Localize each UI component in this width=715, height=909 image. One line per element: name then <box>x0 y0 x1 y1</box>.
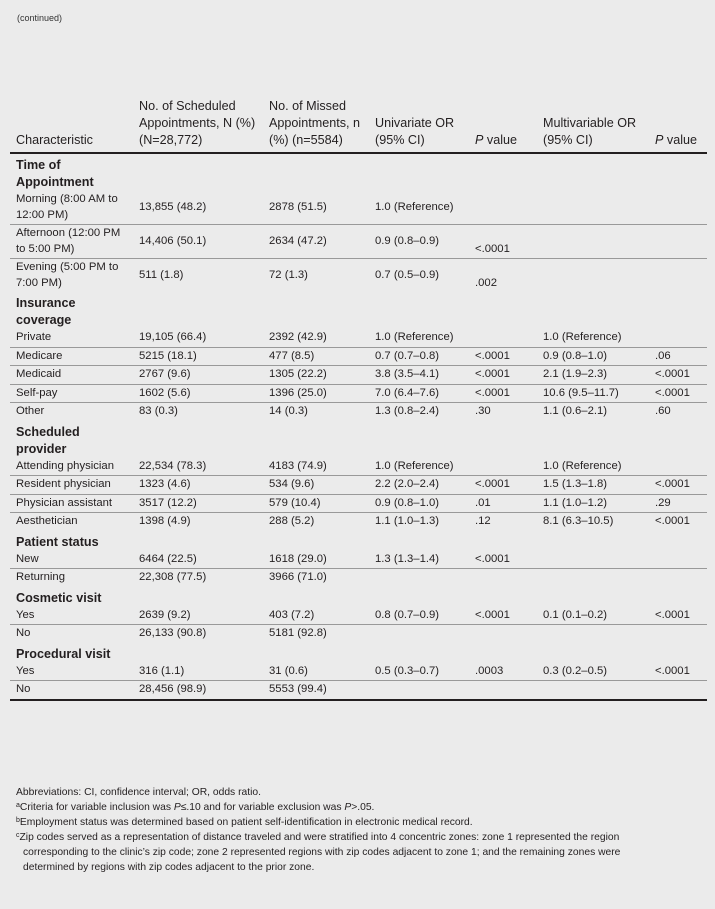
section-empty-cell <box>263 531 369 551</box>
cell-missed: 2878 (51.5) <box>263 191 369 225</box>
cell-univariate-or <box>369 569 469 587</box>
cell-multivariable-or: 1.1 (0.6–2.1) <box>543 405 608 417</box>
cell-multivariable-or <box>537 259 649 293</box>
section-header-row <box>10 587 707 607</box>
section-header-row <box>10 643 707 663</box>
section-empty-cell <box>263 587 369 607</box>
footnote-b-text: Employment status was determined based on patient self-identification in electronic medical record. <box>19 817 473 828</box>
section-title: Time of Appointment <box>16 158 94 189</box>
table-row <box>10 259 707 293</box>
section-empty-cell <box>537 587 649 607</box>
cell-univariate-or: 2.2 (2.0–2.4) <box>369 476 469 495</box>
cell-univariate-or: 3.8 (3.5–4.1) <box>369 366 469 385</box>
cell-missed: 5181 (92.8) <box>269 627 327 639</box>
cell-multivariable-or: 0.3 (0.2–0.5) <box>537 663 649 681</box>
cell-scheduled: 19,105 (66.4) <box>133 329 263 347</box>
cell-scheduled: 2639 (9.2) <box>133 607 263 625</box>
table-row <box>10 607 707 625</box>
cell-characteristic: Aesthetician <box>16 515 78 527</box>
cell-missed: 14 (0.3) <box>269 405 308 417</box>
cell-univariate-or: 1.0 (Reference) <box>369 191 469 225</box>
cell-multivariable-or: 1.0 (Reference) <box>537 458 649 476</box>
cell-univariate-or: 0.7 (0.5–0.9) <box>375 268 440 281</box>
cell-univariate-p: <.0001 <box>469 476 537 495</box>
section-empty-cell <box>133 153 263 191</box>
section-empty-cell <box>263 153 369 191</box>
section-title: Insurance coverage <box>16 296 76 327</box>
cell-scheduled: 22,308 (77.5) <box>139 571 207 583</box>
cell-univariate-or: 0.9 (0.8–1.0) <box>369 494 469 513</box>
footnote-a-text: Criteria for variable inclusion was <box>19 802 174 813</box>
header-univariate-p <box>469 98 537 153</box>
cell-univariate-p <box>469 329 537 347</box>
table-row <box>10 384 707 403</box>
cell-multivariable-p <box>649 458 707 476</box>
cell-univariate-p: <.0001 <box>469 225 537 259</box>
footnote-a-p: P <box>344 802 352 813</box>
cell-univariate-or: 1.3 (1.3–1.4) <box>369 551 469 569</box>
section-empty-cell <box>133 292 263 329</box>
cell-scheduled: 22,534 (78.3) <box>133 458 263 476</box>
section-empty-cell <box>469 153 537 191</box>
cell-multivariable-p: .60 <box>655 405 671 417</box>
section-empty-cell <box>369 587 469 607</box>
table-row <box>10 513 707 531</box>
section-empty-cell <box>537 153 649 191</box>
cell-characteristic: Afternoon (12:00 PM to 5:00 PM) <box>10 225 133 259</box>
section-empty-cell <box>369 531 469 551</box>
cell-univariate-or: 7.0 (6.4–7.6) <box>369 384 469 403</box>
cell-scheduled: 511 (1.8) <box>139 268 184 281</box>
section-empty-cell <box>133 643 263 663</box>
cell-univariate-or <box>369 625 469 643</box>
cell-characteristic: Morning (8:00 AM to 12:00 PM) <box>10 191 133 225</box>
footnote-a-text: >.05. <box>351 802 375 813</box>
table-row <box>10 551 707 569</box>
cell-univariate-or: 1.3 (0.8–2.4) <box>375 405 440 417</box>
footnotes <box>16 785 706 875</box>
cell-scheduled: 5215 (18.1) <box>133 347 263 366</box>
section-empty-cell <box>649 421 707 458</box>
cell-multivariable-or: 1.1 (1.0–1.2) <box>537 494 649 513</box>
cell-multivariable-p: <.0001 <box>649 384 707 403</box>
cell-missed: 5553 (99.4) <box>263 681 369 700</box>
cell-multivariable-p <box>649 329 707 347</box>
cell-multivariable-or: 1.0 (Reference) <box>537 329 649 347</box>
cell-multivariable-p <box>649 191 707 225</box>
cell-univariate-p: .12 <box>475 515 491 527</box>
table-row <box>10 225 707 259</box>
section-empty-cell <box>537 531 649 551</box>
cell-univariate-or: 1.0 (Reference) <box>369 329 469 347</box>
section-empty-cell <box>369 643 469 663</box>
table-row <box>10 494 707 513</box>
footnote-abbreviations: Abbreviations: CI, confidence interval; OR, odds ratio. <box>16 787 261 798</box>
cell-univariate-p <box>469 458 537 476</box>
cell-univariate-or: 0.9 (0.8–0.9) <box>369 225 469 259</box>
cell-characteristic: Attending physician <box>10 458 133 476</box>
cell-characteristic: Yes <box>10 607 133 625</box>
cell-characteristic: Evening (5:00 PM to 7:00 PM) <box>16 261 119 289</box>
table-row <box>10 569 707 587</box>
footnote-a-p: P <box>173 802 181 813</box>
cell-multivariable-p <box>649 551 707 569</box>
cell-missed: 72 (1.3) <box>269 268 308 281</box>
cell-multivariable-p: <.0001 <box>649 366 707 385</box>
section-empty-cell <box>649 531 707 551</box>
cell-missed: 288 (5.2) <box>269 515 315 527</box>
section-empty-cell <box>133 421 263 458</box>
cell-missed: 1305 (22.2) <box>263 366 369 385</box>
cell-univariate-p: .002 <box>475 276 497 289</box>
section-header-row <box>10 153 707 191</box>
table-row <box>10 663 707 681</box>
cell-missed: 1396 (25.0) <box>263 384 369 403</box>
p-italic: P <box>655 133 664 147</box>
table-row <box>10 625 707 643</box>
cell-multivariable-p <box>649 225 707 259</box>
cell-characteristic: Private <box>10 329 133 347</box>
footnote-c-text: Zip codes served as a representation of distance traveled and were stratified into 4 concentric zones: zone 1 represented the region <box>19 832 620 843</box>
header-characteristic: Characteristic <box>10 98 133 153</box>
cell-univariate-p <box>469 625 537 643</box>
section-empty-cell <box>263 643 369 663</box>
cell-multivariable-or <box>537 551 649 569</box>
section-empty-cell <box>537 643 649 663</box>
cell-univariate-or: 1.1 (1.0–1.3) <box>375 515 440 527</box>
cell-scheduled: 14,406 (50.1) <box>133 225 263 259</box>
cell-characteristic: Returning <box>16 571 65 583</box>
table-body <box>10 153 707 700</box>
cell-characteristic: No <box>10 681 133 700</box>
table-row <box>10 366 707 385</box>
section-empty-cell <box>469 421 537 458</box>
cell-univariate-p: .01 <box>469 494 537 513</box>
section-empty-cell <box>649 587 707 607</box>
cell-multivariable-or: 0.1 (0.1–0.2) <box>537 607 649 625</box>
cell-scheduled: 2767 (9.6) <box>133 366 263 385</box>
section-title: Procedural visit <box>16 646 111 661</box>
cell-univariate-p <box>469 681 537 700</box>
cell-characteristic: Other <box>16 405 45 417</box>
section-empty-cell <box>133 587 263 607</box>
header-scheduled: No. of Scheduled Appointments, N (%) (N=28,772) <box>133 98 263 153</box>
cell-scheduled: 83 (0.3) <box>139 405 178 417</box>
cell-multivariable-p <box>649 625 707 643</box>
cell-univariate-p: <.0001 <box>469 347 537 366</box>
footnote-b-marker: b <box>16 817 20 824</box>
cell-multivariable-or: 8.1 (6.3–10.5) <box>543 515 614 527</box>
section-header-row <box>10 292 707 329</box>
header-univariate-or: Univariate OR (95% CI) <box>369 98 469 153</box>
cell-multivariable-or: 2.1 (1.9–2.3) <box>537 366 649 385</box>
cell-univariate-p: <.0001 <box>469 551 537 569</box>
cell-univariate-or <box>369 681 469 700</box>
cell-missed: 2634 (47.2) <box>263 225 369 259</box>
header-row <box>10 98 707 153</box>
cell-multivariable-or: 0.9 (0.8–1.0) <box>537 347 649 366</box>
section-empty-cell <box>537 292 649 329</box>
cell-characteristic: Resident physician <box>10 476 133 495</box>
section-title: Cosmetic visit <box>16 590 102 605</box>
section-empty-cell <box>469 643 537 663</box>
section-empty-cell <box>537 421 649 458</box>
cell-multivariable-p: <.0001 <box>649 476 707 495</box>
cell-missed: 31 (0.6) <box>263 663 369 681</box>
table-row <box>10 347 707 366</box>
cell-characteristic: No <box>16 627 31 639</box>
cell-scheduled: 28,456 (98.9) <box>133 681 263 700</box>
header-missed: No. of Missed Appointments, n (%) (n=5584) <box>263 98 369 153</box>
section-empty-cell <box>469 531 537 551</box>
cell-scheduled: 1323 (4.6) <box>133 476 263 495</box>
section-empty-cell <box>649 643 707 663</box>
cell-multivariable-or: 10.6 (9.5–11.7) <box>537 384 649 403</box>
cell-characteristic: Self-pay <box>10 384 133 403</box>
cell-multivariable-or <box>537 225 649 259</box>
cell-multivariable-or <box>537 681 649 700</box>
results-table <box>10 98 707 701</box>
cell-multivariable-p: <.0001 <box>655 515 690 527</box>
cell-missed: 477 (8.5) <box>263 347 369 366</box>
section-empty-cell <box>469 292 537 329</box>
cell-characteristic: Yes <box>10 663 133 681</box>
p-suffix: value <box>483 133 518 147</box>
cell-scheduled: 1602 (5.6) <box>133 384 263 403</box>
cell-characteristic: New <box>10 551 133 569</box>
section-title: Patient status <box>16 534 99 549</box>
cell-univariate-or: 0.5 (0.3–0.7) <box>369 663 469 681</box>
cell-scheduled: 1398 (4.9) <box>139 515 191 527</box>
cell-multivariable-p <box>649 569 707 587</box>
section-header-row <box>10 421 707 458</box>
section-empty-cell <box>133 531 263 551</box>
section-empty-cell <box>649 292 707 329</box>
cell-missed: 534 (9.6) <box>263 476 369 495</box>
cell-missed: 403 (7.2) <box>263 607 369 625</box>
cell-univariate-p <box>469 191 537 225</box>
cell-multivariable-p: <.0001 <box>649 663 707 681</box>
cell-univariate-p: <.0001 <box>469 607 537 625</box>
cell-univariate-or: 0.8 (0.7–0.9) <box>369 607 469 625</box>
section-empty-cell <box>469 587 537 607</box>
cell-scheduled: 3517 (12.2) <box>133 494 263 513</box>
cell-multivariable-p: .29 <box>649 494 707 513</box>
table-row <box>10 329 707 347</box>
p-suffix: value <box>663 133 698 147</box>
cell-univariate-p: <.0001 <box>469 384 537 403</box>
cell-missed: 2392 (42.9) <box>263 329 369 347</box>
cell-univariate-or: 1.0 (Reference) <box>369 458 469 476</box>
cell-characteristic: Medicaid <box>10 366 133 385</box>
section-empty-cell <box>263 421 369 458</box>
table-row <box>10 476 707 495</box>
table-row <box>10 681 707 700</box>
section-empty-cell <box>369 421 469 458</box>
cell-characteristic: Medicare <box>10 347 133 366</box>
cell-univariate-p: .30 <box>475 405 491 417</box>
cell-univariate-or: 0.7 (0.7–0.8) <box>369 347 469 366</box>
cell-multivariable-or <box>537 191 649 225</box>
cell-multivariable-p <box>649 259 707 293</box>
cell-scheduled: 26,133 (90.8) <box>139 627 207 639</box>
cell-missed: 3966 (71.0) <box>269 571 327 583</box>
cell-missed: 4183 (74.9) <box>263 458 369 476</box>
cell-multivariable-p: .06 <box>649 347 707 366</box>
cell-multivariable-or <box>537 569 649 587</box>
header-multivariable-p <box>649 98 707 153</box>
footnote-c-marker: c <box>16 832 20 839</box>
section-title: Scheduled provider <box>16 424 80 456</box>
cell-scheduled: 13,855 (48.2) <box>133 191 263 225</box>
cell-multivariable-or <box>537 625 649 643</box>
cell-multivariable-or: 1.5 (1.3–1.8) <box>537 476 649 495</box>
cell-multivariable-p: <.0001 <box>649 607 707 625</box>
section-empty-cell <box>263 292 369 329</box>
cell-scheduled: 316 (1.1) <box>133 663 263 681</box>
cell-characteristic: Physician assistant <box>10 494 133 513</box>
footnote-c-line: corresponding to the clinic’s zip code; zone 2 represented regions with zip codes adjacent to zone 1; and the remaining zones were <box>23 847 621 858</box>
table-row <box>10 458 707 476</box>
footnote-a <box>16 800 706 815</box>
cell-missed: 1618 (29.0) <box>263 551 369 569</box>
header-multivariable-or: Multivariable OR (95% CI) <box>537 98 649 153</box>
table-row <box>10 403 707 421</box>
footnote-c <box>16 830 706 845</box>
section-header-row <box>10 531 707 551</box>
footnote-a-marker: a <box>16 802 20 809</box>
p-italic: P <box>475 133 484 147</box>
cell-univariate-p: .0003 <box>469 663 537 681</box>
continued-label: (continued) <box>17 13 63 23</box>
cell-scheduled: 6464 (22.5) <box>133 551 263 569</box>
section-empty-cell <box>369 292 469 329</box>
section-empty-cell <box>369 153 469 191</box>
footnote-b <box>16 815 706 830</box>
table-row <box>10 191 707 225</box>
cell-missed: 579 (10.4) <box>263 494 369 513</box>
section-empty-cell <box>649 153 707 191</box>
cell-multivariable-p <box>649 681 707 700</box>
footnote-a-text: ≤.10 and for variable exclusion was <box>180 802 345 813</box>
footnote-c-line: determined by regions with zip codes adjacent to the prior zone. <box>23 862 315 873</box>
cell-univariate-p <box>469 569 537 587</box>
cell-univariate-p: <.0001 <box>469 366 537 385</box>
